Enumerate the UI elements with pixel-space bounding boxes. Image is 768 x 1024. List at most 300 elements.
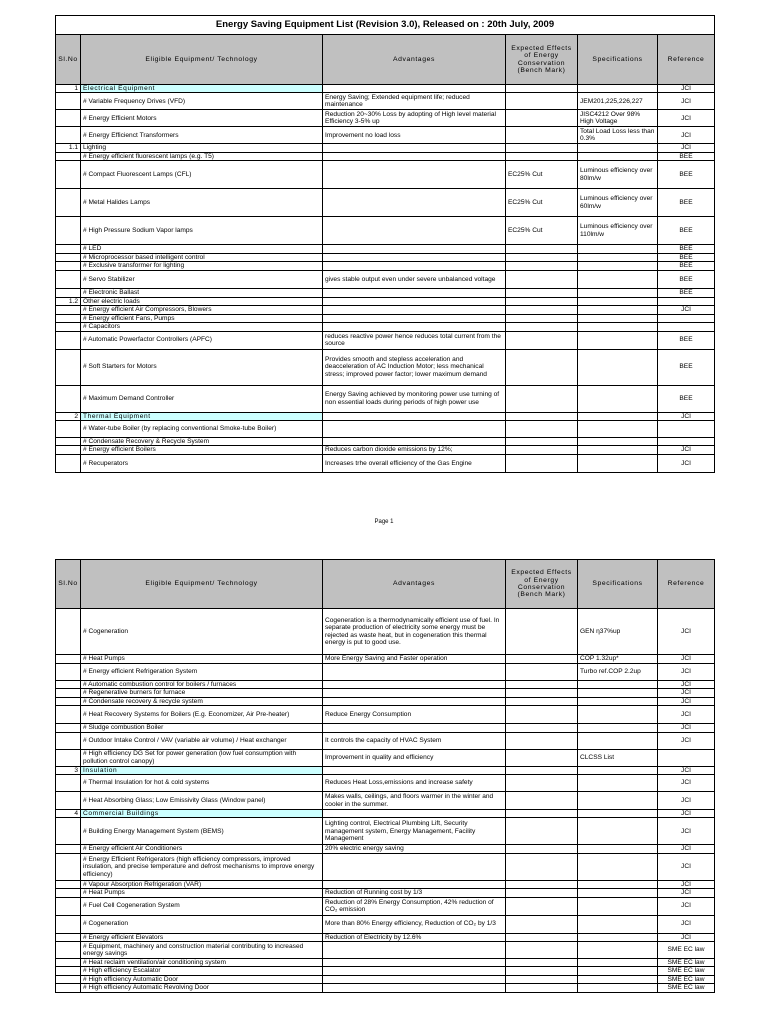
cell-advantages bbox=[323, 298, 506, 306]
cell-reference: SME EC law bbox=[658, 942, 715, 959]
cell-sl-no bbox=[56, 421, 81, 438]
cell-expected-effect bbox=[506, 421, 578, 438]
cell-expected-effect bbox=[506, 681, 578, 689]
col-header-specifications: Specifications bbox=[578, 560, 658, 609]
cell-equipment: # Outdoor Intake Control / VAV (variable air volume) / Heat exchanger bbox=[81, 732, 323, 749]
cell-specification bbox=[578, 810, 658, 818]
cell-sl-no bbox=[56, 933, 81, 941]
cell-sl-no bbox=[56, 689, 81, 697]
cell-equipment: Electrical Equipment bbox=[81, 85, 323, 93]
cell-equipment: # LED bbox=[81, 245, 323, 253]
cell-specification bbox=[578, 845, 658, 853]
cell-specification bbox=[578, 942, 658, 959]
cell-equipment: # Energy efficient Boilers bbox=[81, 446, 323, 454]
cell-advantages: Reduces Heat Loss,emissions and increase safety bbox=[323, 775, 506, 792]
section-row bbox=[56, 85, 715, 93]
cell-advantages bbox=[323, 314, 506, 322]
cell-equipment: # High Pressure Sodium Vapor lamps bbox=[81, 217, 323, 245]
cell-equipment: # Fuel Cell Cogeneration System bbox=[81, 897, 323, 915]
cell-advantages bbox=[323, 967, 506, 975]
cell-equipment: # Water-tube Boiler (by replacing conventional Smoke-tube Boiler) bbox=[81, 421, 323, 438]
cell-advantages bbox=[323, 262, 506, 271]
cell-equipment: # Energy efficient Elevators bbox=[81, 933, 323, 941]
cell-reference: BEE bbox=[658, 331, 715, 349]
table-row bbox=[56, 880, 715, 888]
cell-specification bbox=[578, 253, 658, 261]
cell-equipment: # High efficiency DG Set for power generation (low fuel consumption with pollution control canopy) bbox=[81, 749, 323, 766]
cell-expected-effect bbox=[506, 655, 578, 664]
cell-reference: BEE bbox=[658, 349, 715, 385]
cell-sl-no bbox=[56, 724, 81, 732]
cell-advantages: It controls the capacity of HVAC System bbox=[323, 732, 506, 749]
cell-sl-no: 1.2 bbox=[56, 298, 81, 306]
cell-expected-effect bbox=[506, 732, 578, 749]
cell-specification: Total Load Loss less than 0.3% bbox=[578, 127, 658, 144]
cell-reference: BEE bbox=[658, 189, 715, 217]
col-header-equipment: Eligible Equipment/ Technology bbox=[81, 560, 323, 609]
cell-specification bbox=[578, 85, 658, 93]
table-row bbox=[56, 897, 715, 915]
cell-equipment: # Energy efficient fluorescent lamps (e.g. T5) bbox=[81, 152, 323, 160]
cell-expected-effect bbox=[506, 749, 578, 766]
table-row bbox=[56, 818, 715, 845]
table-row bbox=[56, 217, 715, 245]
page-number: Page 1 bbox=[374, 519, 394, 525]
table-row bbox=[56, 889, 715, 897]
cell-equipment: # Metal Halides Lamps bbox=[81, 189, 323, 217]
cell-sl-no bbox=[56, 749, 81, 766]
cell-specification bbox=[578, 880, 658, 888]
cell-specification bbox=[578, 975, 658, 983]
cell-reference: JCI bbox=[658, 706, 715, 724]
cell-equipment: # Automatic combustion control for boilers / furnaces bbox=[81, 681, 323, 689]
table-row bbox=[56, 349, 715, 385]
cell-reference: JCI bbox=[658, 689, 715, 697]
cell-reference: BEE bbox=[658, 385, 715, 412]
cell-sl-no: 4 bbox=[56, 810, 81, 818]
cell-sl-no: 1 bbox=[56, 85, 81, 93]
cell-expected-effect bbox=[506, 438, 578, 446]
cell-expected-effect bbox=[506, 853, 578, 880]
cell-advantages: More Energy Saving and Faster operation bbox=[323, 655, 506, 664]
cell-advantages bbox=[323, 161, 506, 189]
cell-equipment: # Building Energy Management System (BEMS) bbox=[81, 818, 323, 845]
cell-specification: CLCSS List bbox=[578, 749, 658, 766]
cell-expected-effect bbox=[506, 818, 578, 845]
cell-equipment: # High efficiency Automatic Revolving Door bbox=[81, 984, 323, 992]
cell-equipment: Other electric loads bbox=[81, 298, 323, 306]
cell-reference: JCI bbox=[658, 889, 715, 897]
cell-specification: JISC4212 Over 98% High Voltage bbox=[578, 110, 658, 127]
cell-advantages bbox=[323, 724, 506, 732]
table-row bbox=[56, 161, 715, 189]
cell-expected-effect bbox=[506, 271, 578, 289]
cell-equipment: # Heat Absorbing Glass; Low Emissivity Glass (Window panel) bbox=[81, 792, 323, 810]
cell-reference bbox=[658, 314, 715, 322]
cell-specification bbox=[578, 271, 658, 289]
cell-equipment: # Energy efficient Air Compressors, Blowers bbox=[81, 306, 323, 314]
table-row bbox=[56, 314, 715, 322]
cell-reference: SME EC law bbox=[658, 967, 715, 975]
cell-specification bbox=[578, 349, 658, 385]
cell-specification bbox=[578, 724, 658, 732]
cell-expected-effect bbox=[506, 262, 578, 271]
cell-specification bbox=[578, 818, 658, 845]
cell-sl-no bbox=[56, 289, 81, 298]
cell-sl-no bbox=[56, 271, 81, 289]
cell-advantages: Reduces carbon dioxide emissions by 12%; bbox=[323, 446, 506, 454]
table-row bbox=[56, 959, 715, 967]
cell-expected-effect bbox=[506, 664, 578, 681]
cell-equipment: # Soft Starters for Motors bbox=[81, 349, 323, 385]
cell-reference: JCI bbox=[658, 144, 715, 152]
table-row bbox=[56, 385, 715, 412]
cell-reference: BEE bbox=[658, 152, 715, 160]
cell-reference: JCI bbox=[658, 306, 715, 314]
cell-sl-no bbox=[56, 385, 81, 412]
cell-expected-effect bbox=[506, 975, 578, 983]
cell-specification bbox=[578, 681, 658, 689]
cell-sl-no bbox=[56, 792, 81, 810]
cell-advantages: Reduction of 28% Energy Consumption, 42% reduction of CO₂ emission bbox=[323, 897, 506, 915]
cell-equipment: # Energy Efficient Refrigerators (high efficiency compressors, improved insulation, and precise temperature and defrost mechanisms to improve energy efficiency) bbox=[81, 853, 323, 880]
cell-advantages: Makes walls, ceilings, and floors warmer in the winter and cooler in the summer. bbox=[323, 792, 506, 810]
cell-advantages: Reduce Energy Consumption bbox=[323, 706, 506, 724]
col-header-sl: Sl.No bbox=[56, 35, 81, 85]
cell-sl-no bbox=[56, 609, 81, 655]
table-row bbox=[56, 942, 715, 959]
cell-advantages bbox=[323, 975, 506, 983]
cell-reference bbox=[658, 323, 715, 331]
equipment-table-page-2 bbox=[55, 559, 715, 993]
cell-sl-no bbox=[56, 161, 81, 189]
cell-reference: JCI bbox=[658, 681, 715, 689]
cell-sl-no bbox=[56, 438, 81, 446]
cell-expected-effect bbox=[506, 144, 578, 152]
cell-expected-effect bbox=[506, 298, 578, 306]
table-row bbox=[56, 152, 715, 160]
cell-specification: GEN η37%up bbox=[578, 609, 658, 655]
cell-advantages bbox=[323, 853, 506, 880]
cell-expected-effect bbox=[506, 253, 578, 261]
cell-specification: Turbo ref.COP 2.2up bbox=[578, 664, 658, 681]
cell-specification: Luminous efficiency over 60lm/w bbox=[578, 189, 658, 217]
cell-expected-effect bbox=[506, 933, 578, 941]
cell-specification bbox=[578, 412, 658, 420]
cell-equipment: # Microprocessor based intelligent control bbox=[81, 253, 323, 261]
cell-reference: JCI bbox=[658, 664, 715, 681]
cell-equipment: # Heat Recovery Systems for Boilers (E.g. Economizer, Air Pre-heater) bbox=[81, 706, 323, 724]
cell-equipment: # Equipment, machinery and construction material contributing to increased energy savings bbox=[81, 942, 323, 959]
cell-expected-effect bbox=[506, 127, 578, 144]
cell-reference: JCI bbox=[658, 724, 715, 732]
cell-reference: SME EC law bbox=[658, 975, 715, 983]
cell-specification bbox=[578, 306, 658, 314]
table-row bbox=[56, 289, 715, 298]
cell-specification bbox=[578, 915, 658, 933]
cell-expected-effect: EC25% Cut bbox=[506, 217, 578, 245]
cell-reference: JCI bbox=[658, 792, 715, 810]
cell-expected-effect bbox=[506, 314, 578, 322]
table-row bbox=[56, 732, 715, 749]
cell-reference: JCI bbox=[658, 609, 715, 655]
cell-equipment: # Cogeneration bbox=[81, 609, 323, 655]
table-row bbox=[56, 306, 715, 314]
cell-reference: JCI bbox=[658, 697, 715, 705]
cell-expected-effect bbox=[506, 792, 578, 810]
cell-sl-no bbox=[56, 454, 81, 472]
cell-reference: JCI bbox=[658, 412, 715, 420]
cell-specification bbox=[578, 959, 658, 967]
cell-expected-effect bbox=[506, 412, 578, 420]
cell-equipment: # Electronic Ballast bbox=[81, 289, 323, 298]
cell-sl-no bbox=[56, 262, 81, 271]
cell-expected-effect bbox=[506, 706, 578, 724]
cell-advantages bbox=[323, 421, 506, 438]
cell-specification bbox=[578, 775, 658, 792]
cell-advantages bbox=[323, 253, 506, 261]
cell-advantages bbox=[323, 289, 506, 298]
col-header-expected-effects: Expected Effects of Energy Conservation (Bench Mark) bbox=[506, 560, 578, 609]
cell-equipment: # Regenerative burners for furnace bbox=[81, 689, 323, 697]
cell-specification bbox=[578, 331, 658, 349]
table-row bbox=[56, 454, 715, 472]
cell-expected-effect bbox=[506, 775, 578, 792]
cell-sl-no bbox=[56, 253, 81, 261]
cell-sl-no bbox=[56, 942, 81, 959]
cell-reference: JCI bbox=[658, 655, 715, 664]
section-row bbox=[56, 412, 715, 420]
cell-expected-effect bbox=[506, 331, 578, 349]
cell-equipment: # Cogeneration bbox=[81, 915, 323, 933]
cell-reference: BEE bbox=[658, 161, 715, 189]
cell-sl-no bbox=[56, 681, 81, 689]
cell-reference: JCI bbox=[658, 880, 715, 888]
table-row bbox=[56, 253, 715, 261]
cell-reference: BEE bbox=[658, 253, 715, 261]
cell-specification: Luminous efficiency over 110lm/w bbox=[578, 217, 658, 245]
cell-advantages: Provides smooth and stepless acceleration and deacceleration of AC Induction Motor; less mechanical stress; improved power factor; lower maximum demand bbox=[323, 349, 506, 385]
cell-specification bbox=[578, 152, 658, 160]
cell-expected-effect bbox=[506, 845, 578, 853]
cell-reference: JCI bbox=[658, 93, 715, 110]
cell-advantages: Reduction of Running cost by 1/3 bbox=[323, 889, 506, 897]
cell-expected-effect bbox=[506, 942, 578, 959]
cell-equipment: # Condensate recovery & recycle system bbox=[81, 697, 323, 705]
cell-advantages bbox=[323, 412, 506, 420]
cell-advantages: Energy Saving; Extended equipment life; reduced maintenance bbox=[323, 93, 506, 110]
col-header-expected-effects: Expected Effects of Energy Conservation (Bench Mark) bbox=[506, 35, 578, 85]
cell-sl-no bbox=[56, 245, 81, 253]
cell-equipment: # Energy efficient Refrigeration System bbox=[81, 664, 323, 681]
table-row bbox=[56, 110, 715, 127]
cell-sl-no bbox=[56, 967, 81, 975]
cell-reference: JCI bbox=[658, 810, 715, 818]
cell-equipment: # Heat reclaim ventilation/air conditioning system bbox=[81, 959, 323, 967]
cell-expected-effect bbox=[506, 349, 578, 385]
cell-expected-effect bbox=[506, 446, 578, 454]
cell-equipment: # Maximum Demand Controller bbox=[81, 385, 323, 412]
col-header-advantages: Advantages bbox=[323, 35, 506, 85]
cell-reference: JCI bbox=[658, 446, 715, 454]
cell-specification bbox=[578, 298, 658, 306]
cell-equipment: Commercial Buildings bbox=[81, 810, 323, 818]
cell-advantages bbox=[323, 959, 506, 967]
cell-specification bbox=[578, 262, 658, 271]
cell-reference: BEE bbox=[658, 262, 715, 271]
table-row bbox=[56, 655, 715, 664]
cell-specification bbox=[578, 792, 658, 810]
cell-specification bbox=[578, 454, 658, 472]
cell-specification bbox=[578, 697, 658, 705]
cell-specification bbox=[578, 853, 658, 880]
cell-sl-no bbox=[56, 915, 81, 933]
table-row bbox=[56, 984, 715, 992]
cell-expected-effect bbox=[506, 880, 578, 888]
table-row bbox=[56, 271, 715, 289]
cell-sl-no bbox=[56, 331, 81, 349]
cell-sl-no bbox=[56, 706, 81, 724]
cell-sl-no bbox=[56, 189, 81, 217]
cell-advantages: Improvement in quality and efficiency bbox=[323, 749, 506, 766]
cell-equipment: # Automatic Powerfactor Controllers (APFC) bbox=[81, 331, 323, 349]
cell-expected-effect bbox=[506, 152, 578, 160]
table-row bbox=[56, 749, 715, 766]
cell-sl-no bbox=[56, 93, 81, 110]
cell-specification bbox=[578, 438, 658, 446]
cell-expected-effect bbox=[506, 93, 578, 110]
cell-expected-effect bbox=[506, 110, 578, 127]
cell-reference: JCI bbox=[658, 775, 715, 792]
table-row bbox=[56, 438, 715, 446]
cell-sl-no: 1.1 bbox=[56, 144, 81, 152]
cell-specification bbox=[578, 732, 658, 749]
cell-reference: BEE bbox=[658, 289, 715, 298]
cell-advantages: 20% electric energy saving bbox=[323, 845, 506, 853]
cell-specification bbox=[578, 144, 658, 152]
cell-advantages: reduces reactive power hence reduces total current from the source bbox=[323, 331, 506, 349]
cell-expected-effect bbox=[506, 385, 578, 412]
cell-specification bbox=[578, 421, 658, 438]
table-row bbox=[56, 697, 715, 705]
cell-sl-no bbox=[56, 349, 81, 385]
cell-specification bbox=[578, 984, 658, 992]
cell-sl-no bbox=[56, 697, 81, 705]
cell-expected-effect bbox=[506, 689, 578, 697]
cell-expected-effect bbox=[506, 915, 578, 933]
table-row bbox=[56, 93, 715, 110]
table-row bbox=[56, 845, 715, 853]
cell-sl-no bbox=[56, 889, 81, 897]
cell-expected-effect bbox=[506, 810, 578, 818]
cell-reference: JCI bbox=[658, 818, 715, 845]
cell-specification bbox=[578, 245, 658, 253]
table-row bbox=[56, 331, 715, 349]
table-row bbox=[56, 298, 715, 306]
cell-advantages bbox=[323, 217, 506, 245]
cell-specification bbox=[578, 897, 658, 915]
cell-sl-no bbox=[56, 975, 81, 983]
cell-reference: JCI bbox=[658, 897, 715, 915]
cell-sl-no bbox=[56, 446, 81, 454]
cell-advantages bbox=[323, 697, 506, 705]
table-row bbox=[56, 189, 715, 217]
equipment-table-page-1 bbox=[55, 15, 715, 473]
cell-equipment: # High efficiency Automatic Door bbox=[81, 975, 323, 983]
col-header-sl: Sl.No bbox=[56, 560, 81, 609]
table-row bbox=[56, 681, 715, 689]
cell-advantages bbox=[323, 880, 506, 888]
cell-advantages: Increases trhe overall efficiency of the Gas Engine bbox=[323, 454, 506, 472]
cell-advantages bbox=[323, 306, 506, 314]
col-header-reference: Reference bbox=[658, 35, 715, 85]
cell-sl-no bbox=[56, 775, 81, 792]
cell-expected-effect bbox=[506, 454, 578, 472]
table-row bbox=[56, 127, 715, 144]
cell-equipment: # Compact Fluorescent Lamps (CFL) bbox=[81, 161, 323, 189]
cell-reference: JCI bbox=[658, 110, 715, 127]
cell-sl-no bbox=[56, 984, 81, 992]
cell-equipment: # Sludge combustion Boiler bbox=[81, 724, 323, 732]
cell-sl-no bbox=[56, 110, 81, 127]
cell-specification bbox=[578, 689, 658, 697]
cell-reference: JCI bbox=[658, 454, 715, 472]
cell-sl-no bbox=[56, 217, 81, 245]
cell-reference: JCI bbox=[658, 85, 715, 93]
cell-equipment: # Variable Frequency Drives (VFD) bbox=[81, 93, 323, 110]
cell-equipment: Insulation bbox=[81, 766, 323, 774]
cell-sl-no bbox=[56, 853, 81, 880]
cell-reference bbox=[658, 421, 715, 438]
cell-reference: JCI bbox=[658, 732, 715, 749]
cell-reference: BEE bbox=[658, 271, 715, 289]
cell-specification bbox=[578, 706, 658, 724]
cell-expected-effect bbox=[506, 967, 578, 975]
cell-sl-no bbox=[56, 818, 81, 845]
cell-equipment: Thermal Equipment bbox=[81, 412, 323, 420]
table-row bbox=[56, 245, 715, 253]
cell-sl-no bbox=[56, 664, 81, 681]
cell-advantages: Lighting control, Electrical Plumbing Lift, Security management system, Energy Management, Facility Management bbox=[323, 818, 506, 845]
table-row bbox=[56, 853, 715, 880]
cell-advantages bbox=[323, 85, 506, 93]
cell-expected-effect bbox=[506, 245, 578, 253]
cell-equipment: # Energy efficient Fans, Pumps bbox=[81, 314, 323, 322]
cell-sl-no bbox=[56, 845, 81, 853]
cell-reference bbox=[658, 438, 715, 446]
col-header-specifications: Specifications bbox=[578, 35, 658, 85]
cell-expected-effect bbox=[506, 697, 578, 705]
document-title: Energy Saving Equipment List (Revision 3.0), Released on : 20th July, 2009 bbox=[56, 16, 715, 35]
cell-equipment: # Recuperators bbox=[81, 454, 323, 472]
cell-specification bbox=[578, 766, 658, 774]
cell-expected-effect bbox=[506, 959, 578, 967]
cell-equipment: # Exclusive transformer for lighting bbox=[81, 262, 323, 271]
cell-advantages: gives stable output even under severe unbalanced voltage bbox=[323, 271, 506, 289]
cell-equipment: # Condensate Recovery & Recycle System bbox=[81, 438, 323, 446]
cell-specification bbox=[578, 323, 658, 331]
cell-advantages bbox=[323, 664, 506, 681]
cell-equipment: # Heat Pumps bbox=[81, 889, 323, 897]
cell-sl-no: 2 bbox=[56, 412, 81, 420]
cell-equipment: # High efficiency Escalator bbox=[81, 967, 323, 975]
cell-reference: JCI bbox=[658, 853, 715, 880]
table-row bbox=[56, 664, 715, 681]
table-row bbox=[56, 724, 715, 732]
cell-equipment: # Heat Pumps bbox=[81, 655, 323, 664]
cell-expected-effect bbox=[506, 289, 578, 298]
table-row bbox=[56, 915, 715, 933]
